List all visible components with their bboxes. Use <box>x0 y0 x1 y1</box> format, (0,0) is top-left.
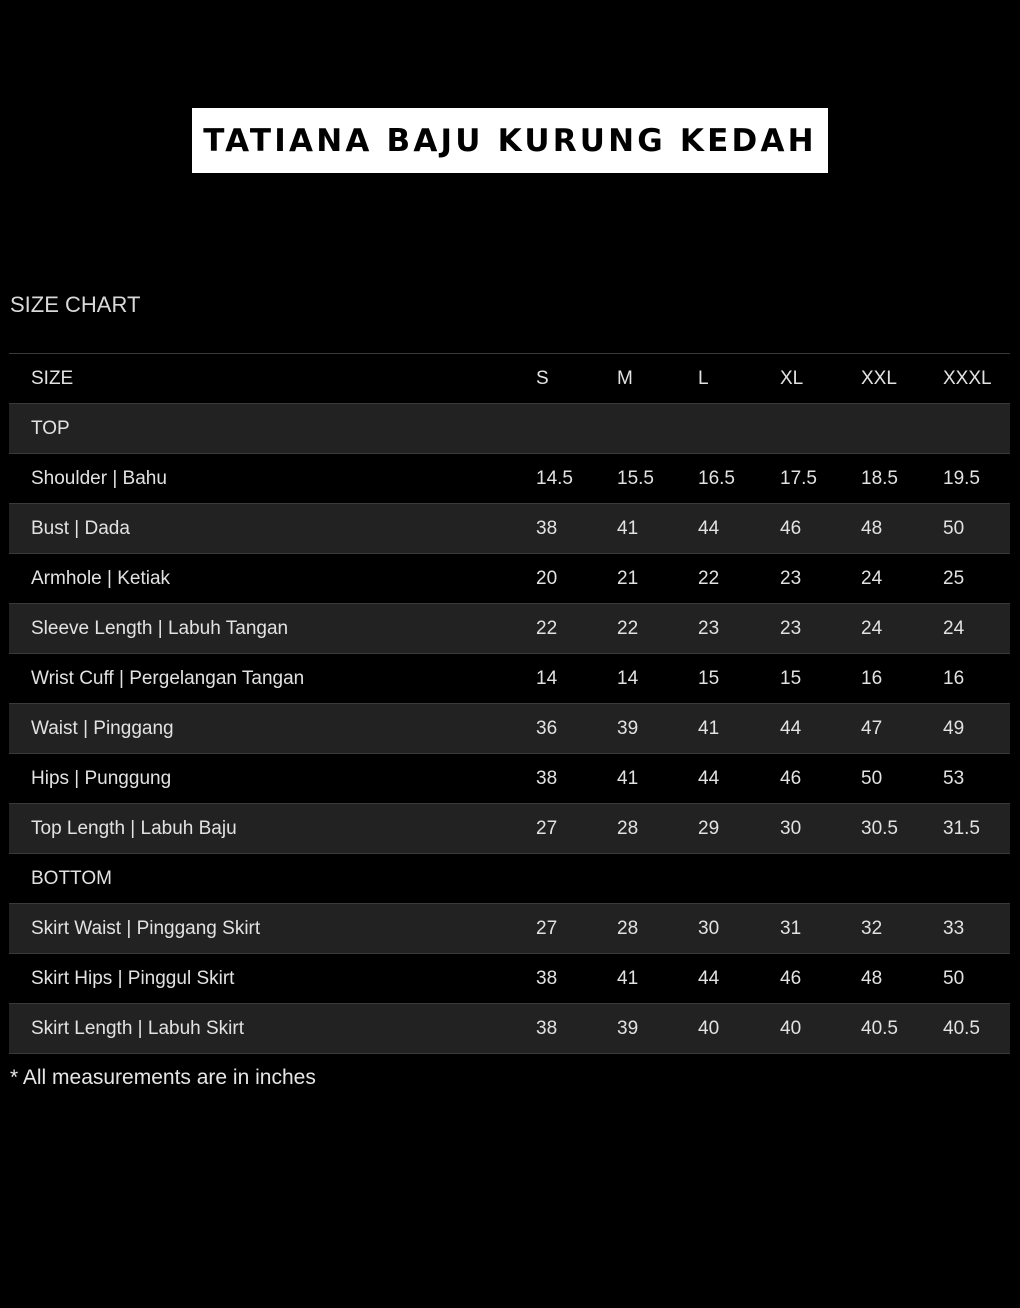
bottom-rows <box>9 904 1010 1054</box>
row-value: 41 <box>698 717 720 739</box>
row-value: 27 <box>536 917 558 939</box>
row-value: 25 <box>943 567 965 589</box>
row-value: 40.5 <box>861 1017 898 1039</box>
row-value: 40 <box>698 1017 720 1039</box>
row-value: 19.5 <box>943 467 980 489</box>
row-value: 23 <box>698 617 720 639</box>
row-value: 38 <box>536 967 558 989</box>
row-value: 38 <box>536 517 558 539</box>
row-value: 40 <box>780 1017 802 1039</box>
row-value: 15 <box>698 667 720 689</box>
row-value: 16.5 <box>698 467 735 489</box>
top-rows <box>9 454 1010 854</box>
row-value: 17.5 <box>780 467 817 489</box>
row-value: 20 <box>536 567 558 589</box>
row-value: 31 <box>780 917 802 939</box>
row-value: 14.5 <box>536 467 573 489</box>
row-value: 16 <box>943 667 965 689</box>
row-value: 21 <box>617 567 639 589</box>
header-size-l: L <box>698 367 709 389</box>
table-row <box>9 604 1010 654</box>
row-value: 33 <box>943 917 965 939</box>
row-value: 32 <box>861 917 883 939</box>
row-value: 39 <box>617 1017 639 1039</box>
row-value: 50 <box>943 517 965 539</box>
row-value: 44 <box>698 767 720 789</box>
row-value: 49 <box>943 717 965 739</box>
row-value: 41 <box>617 517 639 539</box>
table-row <box>9 1004 1010 1054</box>
row-value: 15 <box>780 667 802 689</box>
table-row <box>9 804 1010 854</box>
footnote: * All measurements are in inches <box>10 1066 316 1089</box>
row-value: 24 <box>943 617 965 639</box>
row-value: 44 <box>780 717 802 739</box>
title-banner <box>192 108 828 173</box>
table-row <box>9 954 1010 1004</box>
row-value: 31.5 <box>943 817 980 839</box>
table-row <box>9 754 1010 804</box>
row-value: 14 <box>617 667 639 689</box>
row-value: 53 <box>943 767 965 789</box>
header-label: SIZE <box>31 367 74 389</box>
row-label: Top Length | Labuh Baju <box>31 817 237 839</box>
table-row <box>9 704 1010 754</box>
row-value: 40.5 <box>943 1017 980 1039</box>
row-label: Armhole | Ketiak <box>31 567 171 589</box>
group-label-bottom: BOTTOM <box>31 867 112 889</box>
table-row <box>9 904 1010 954</box>
header-size-xxxl: XXXL <box>943 367 992 389</box>
row-value: 30 <box>780 817 802 839</box>
row-value: 48 <box>861 517 883 539</box>
row-value: 41 <box>617 967 639 989</box>
row-label: Hips | Punggung <box>31 767 172 789</box>
row-label: Skirt Length | Labuh Skirt <box>31 1017 244 1039</box>
row-value: 22 <box>698 567 720 589</box>
row-value: 46 <box>780 967 802 989</box>
row-value: 50 <box>861 767 883 789</box>
row-value: 44 <box>698 967 720 989</box>
section-heading: SIZE CHART <box>10 292 141 317</box>
row-value: 28 <box>617 817 639 839</box>
row-label: Wrist Cuff | Pergelangan Tangan <box>31 667 305 689</box>
table-row <box>9 654 1010 704</box>
row-value: 39 <box>617 717 639 739</box>
table-row <box>9 454 1010 504</box>
row-value: 23 <box>780 617 802 639</box>
row-label: Shoulder | Bahu <box>31 467 167 489</box>
row-label: Bust | Dada <box>31 517 130 539</box>
row-value: 28 <box>617 917 639 939</box>
row-value: 22 <box>536 617 558 639</box>
row-value: 14 <box>536 667 558 689</box>
group-label-top: TOP <box>31 417 70 439</box>
row-value: 41 <box>617 767 639 789</box>
row-value: 44 <box>698 517 720 539</box>
row-label: Waist | Pinggang <box>31 717 174 739</box>
row-value: 50 <box>943 967 965 989</box>
row-label: Skirt Waist | Pinggang Skirt <box>31 917 261 939</box>
row-value: 29 <box>698 817 720 839</box>
group-row-bottom <box>9 854 1010 904</box>
row-value: 24 <box>861 567 883 589</box>
row-value: 22 <box>617 617 639 639</box>
row-value: 24 <box>861 617 883 639</box>
row-value: 15.5 <box>617 467 654 489</box>
row-value: 18.5 <box>861 467 898 489</box>
group-row-top <box>9 404 1010 454</box>
row-label: Skirt Hips | Pinggul Skirt <box>31 967 235 989</box>
row-value: 46 <box>780 517 802 539</box>
row-value: 16 <box>861 667 883 689</box>
row-value: 47 <box>861 717 883 739</box>
row-value: 30.5 <box>861 817 898 839</box>
row-value: 46 <box>780 767 802 789</box>
header-size-xl: XL <box>780 367 804 389</box>
row-label: Sleeve Length | Labuh Tangan <box>31 617 289 639</box>
page-title: TATIANA BAJU KURUNG KEDAH <box>203 122 817 159</box>
row-value: 23 <box>780 567 802 589</box>
row-value: 36 <box>536 717 558 739</box>
header-size-m: M <box>617 367 633 389</box>
size-chart-table <box>9 353 1010 1054</box>
table-header-row <box>9 354 1010 404</box>
table-row <box>9 504 1010 554</box>
table-row <box>9 554 1010 604</box>
header-size-xxl: XXL <box>861 367 897 389</box>
row-value: 38 <box>536 767 558 789</box>
row-value: 30 <box>698 917 720 939</box>
row-value: 48 <box>861 967 883 989</box>
row-value: 38 <box>536 1017 558 1039</box>
row-value: 27 <box>536 817 558 839</box>
header-size-s: S <box>536 367 549 389</box>
